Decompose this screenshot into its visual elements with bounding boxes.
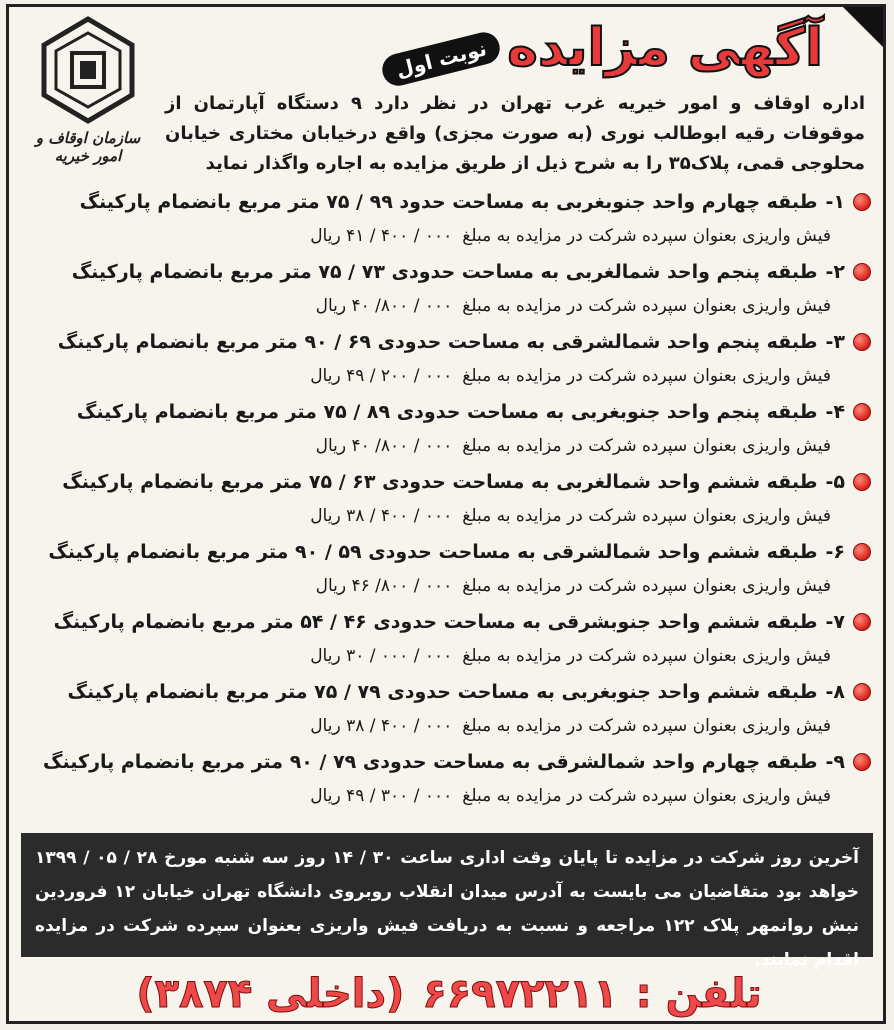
- deposit-text: فیش واریزی بعنوان سپرده شرکت در مزایده به مبلغ: [462, 366, 831, 386]
- bullet-icon: [853, 543, 871, 561]
- list-item: [11, 395, 871, 465]
- intro-paragraph: اداره اوقاف و امور خیریه غرب تهران در نظر دارد ۹ دستگاه آپارتمان از موقوفات رقیه ابوطالب نوری (به صورت مجزی) واقع درخیابان مختاری خیابان محلوجی قمی، پلاک۳۵ را به شرح ذیل از طریق مزایده به اجاره واگذار نماید: [165, 93, 866, 174]
- item-deposit: [11, 779, 871, 813]
- item-description: طبقه چهارم واحد شمالشرقی به مساحت حدودی ۷۹ / ۹۰ متر مربع بانضمام پارکینگ: [43, 751, 818, 773]
- bullet-icon: [853, 683, 871, 701]
- deposit-text: فیش واریزی بعنوان سپرده شرکت در مزایده به مبلغ: [462, 716, 831, 736]
- item-deposit: [11, 219, 871, 253]
- item-heading: [11, 745, 871, 779]
- deposit-text: فیش واریزی بعنوان سپرده شرکت در مزایده به مبلغ: [462, 296, 831, 316]
- item-number: ۹-: [825, 751, 845, 773]
- item-description: طبقه چهارم واحد جنوبغربی به مساحت حدود ۹۹ / ۷۵ متر مربع بانضمام پارکینگ: [79, 191, 818, 213]
- deposit-text: فیش واریزی بعنوان سپرده شرکت در مزایده به مبلغ: [462, 576, 831, 596]
- corner-mark: [843, 7, 883, 47]
- item-number: ۵-: [825, 471, 845, 493]
- item-description: طبقه ششم واحد شمالغربی به مساحت حدودی ۶۳ / ۷۵ متر مربع بانضمام پارکینگ: [62, 471, 818, 493]
- item-deposit: [11, 429, 871, 463]
- item-number: ۴-: [825, 401, 845, 423]
- deposit-amount: ۰۰۰ / ۸۰۰/ ۴۶ ریال: [315, 576, 453, 596]
- deposit-text: فیش واریزی بعنوان سپرده شرکت در مزایده به مبلغ: [462, 436, 831, 456]
- bullet-icon: [853, 193, 871, 211]
- item-description: طبقه پنجم واحد شمالغربی به مساحت حدودی ۷۳ / ۷۵ متر مربع بانضمام پارکینگ: [71, 261, 818, 283]
- deposit-text: فیش واریزی بعنوان سپرده شرکت در مزایده به مبلغ: [462, 506, 831, 526]
- deposit-amount: ۰۰۰ / ۴۰۰ / ۴۱ ریال: [310, 226, 453, 246]
- item-heading: [11, 255, 871, 289]
- deposit-amount: ۰۰۰ / ۸۰۰/ ۴۰ ریال: [315, 296, 453, 316]
- item-deposit: [11, 359, 871, 393]
- item-number: ۸-: [825, 681, 845, 703]
- deposit-amount: ۰۰۰ / ۸۰۰/ ۴۰ ریال: [315, 436, 453, 456]
- deposit-text: فیش واریزی بعنوان سپرده شرکت در مزایده به مبلغ: [462, 226, 831, 246]
- item-deposit: [11, 709, 871, 743]
- bullet-icon: [853, 403, 871, 421]
- item-deposit: [11, 569, 871, 603]
- item-deposit: [11, 289, 871, 323]
- item-description: طبقه پنجم واحد جنوبغربی به مساحت حدودی ۸۹ / ۷۵ متر مربع بانضمام پارکینگ: [76, 401, 818, 423]
- bullet-icon: [853, 753, 871, 771]
- item-number: ۲-: [825, 261, 845, 283]
- item-deposit: [11, 639, 871, 673]
- deposit-amount: ۰۰۰ / ۴۰۰ / ۳۸ ریال: [310, 716, 453, 736]
- item-number: ۷-: [825, 611, 845, 633]
- phone-extension: (داخلی ۳۸۷۴): [136, 971, 405, 1017]
- list-item: [11, 675, 871, 745]
- deposit-amount: ۰۰۰ / ۳۰۰ / ۴۹ ریال: [310, 786, 453, 806]
- bullet-icon: [853, 613, 871, 631]
- deposit-text: فیش واریزی بعنوان سپرده شرکت در مزایده به مبلغ: [462, 786, 831, 806]
- item-heading: [11, 465, 871, 499]
- item-heading: [11, 675, 871, 709]
- item-heading: [11, 185, 871, 219]
- org-signature: سازمان اوقاف و امور خیریه: [35, 129, 141, 165]
- phone-number: ۶۶۹۷۲۲۱۱: [422, 971, 618, 1017]
- ad-title: آگهی مزایده: [507, 18, 823, 78]
- item-description: طبقه ششم واحد جنوبغربی به مساحت حدودی ۷۹ / ۷۵ متر مربع بانضمام پارکینگ: [67, 681, 818, 703]
- list-item: [11, 465, 871, 535]
- list-item: [11, 605, 871, 675]
- item-deposit: [11, 499, 871, 533]
- item-description: طبقه ششم واحد جنوبشرقی به مساحت حدودی ۴۶ / ۵۴ متر مربع بانضمام پارکینگ: [53, 611, 818, 633]
- item-heading: [11, 535, 871, 569]
- deadline-notice: آخرین روز شرکت در مزایده تا پایان وقت اداری ساعت ۳۰ / ۱۴ روز سه شنبه مورخ ۲۸ / ۰۵ / ۱۳۹۹ خواهد بود متقاضیان می بایست به آدرس میدان انقلاب روبروی دانشگاه تهران خیابان ۱۲ فروردین نبش روانمهر پلاک ۱۲۲ مراجعه و نسبت به دریافت فیش واریزی بعنوان سپرده شرکت در مزایده اقدام نمایند.: [21, 833, 873, 957]
- item-heading: [11, 605, 871, 639]
- item-description: طبقه ششم واحد شمالشرقی به مساحت حدودی ۵۹ / ۹۰ متر مربع بانضمام پارکینگ: [48, 541, 818, 563]
- item-number: ۶-: [825, 541, 845, 563]
- bullet-icon: [853, 263, 871, 281]
- item-list: [11, 185, 871, 815]
- deposit-text: فیش واریزی بعنوان سپرده شرکت در مزایده به مبلغ: [462, 646, 831, 666]
- endowment-logo-icon: [38, 15, 138, 125]
- list-item: [11, 255, 871, 325]
- list-item: [11, 745, 871, 815]
- list-item: [11, 535, 871, 605]
- title-group: [381, 13, 823, 83]
- deposit-amount: ۰۰۰ / ۰۰۰ / ۳۰ ریال: [310, 646, 453, 666]
- phone-label: تلفن :: [635, 971, 762, 1017]
- list-item: [11, 325, 871, 395]
- item-description: طبقه پنجم واحد شمالشرقی به مساحت حدودی ۶۹ / ۹۰ متر مربع بانضمام پارکینگ: [57, 331, 818, 353]
- auction-advertisement: [6, 4, 886, 1024]
- item-number: ۳-: [825, 331, 845, 353]
- bullet-icon: [853, 473, 871, 491]
- deposit-amount: ۰۰۰ / ۴۰۰ / ۳۸ ریال: [310, 506, 453, 526]
- org-logo: [23, 15, 153, 165]
- list-item: [11, 185, 871, 255]
- round-badge: نوبت اول: [379, 29, 504, 89]
- item-heading: [11, 395, 871, 429]
- deposit-amount: ۰۰۰ / ۲۰۰ / ۴۹ ریال: [310, 366, 453, 386]
- item-number: ۱-: [825, 191, 845, 213]
- bullet-icon: [853, 333, 871, 351]
- item-heading: [11, 325, 871, 359]
- phone-line: [29, 967, 869, 1021]
